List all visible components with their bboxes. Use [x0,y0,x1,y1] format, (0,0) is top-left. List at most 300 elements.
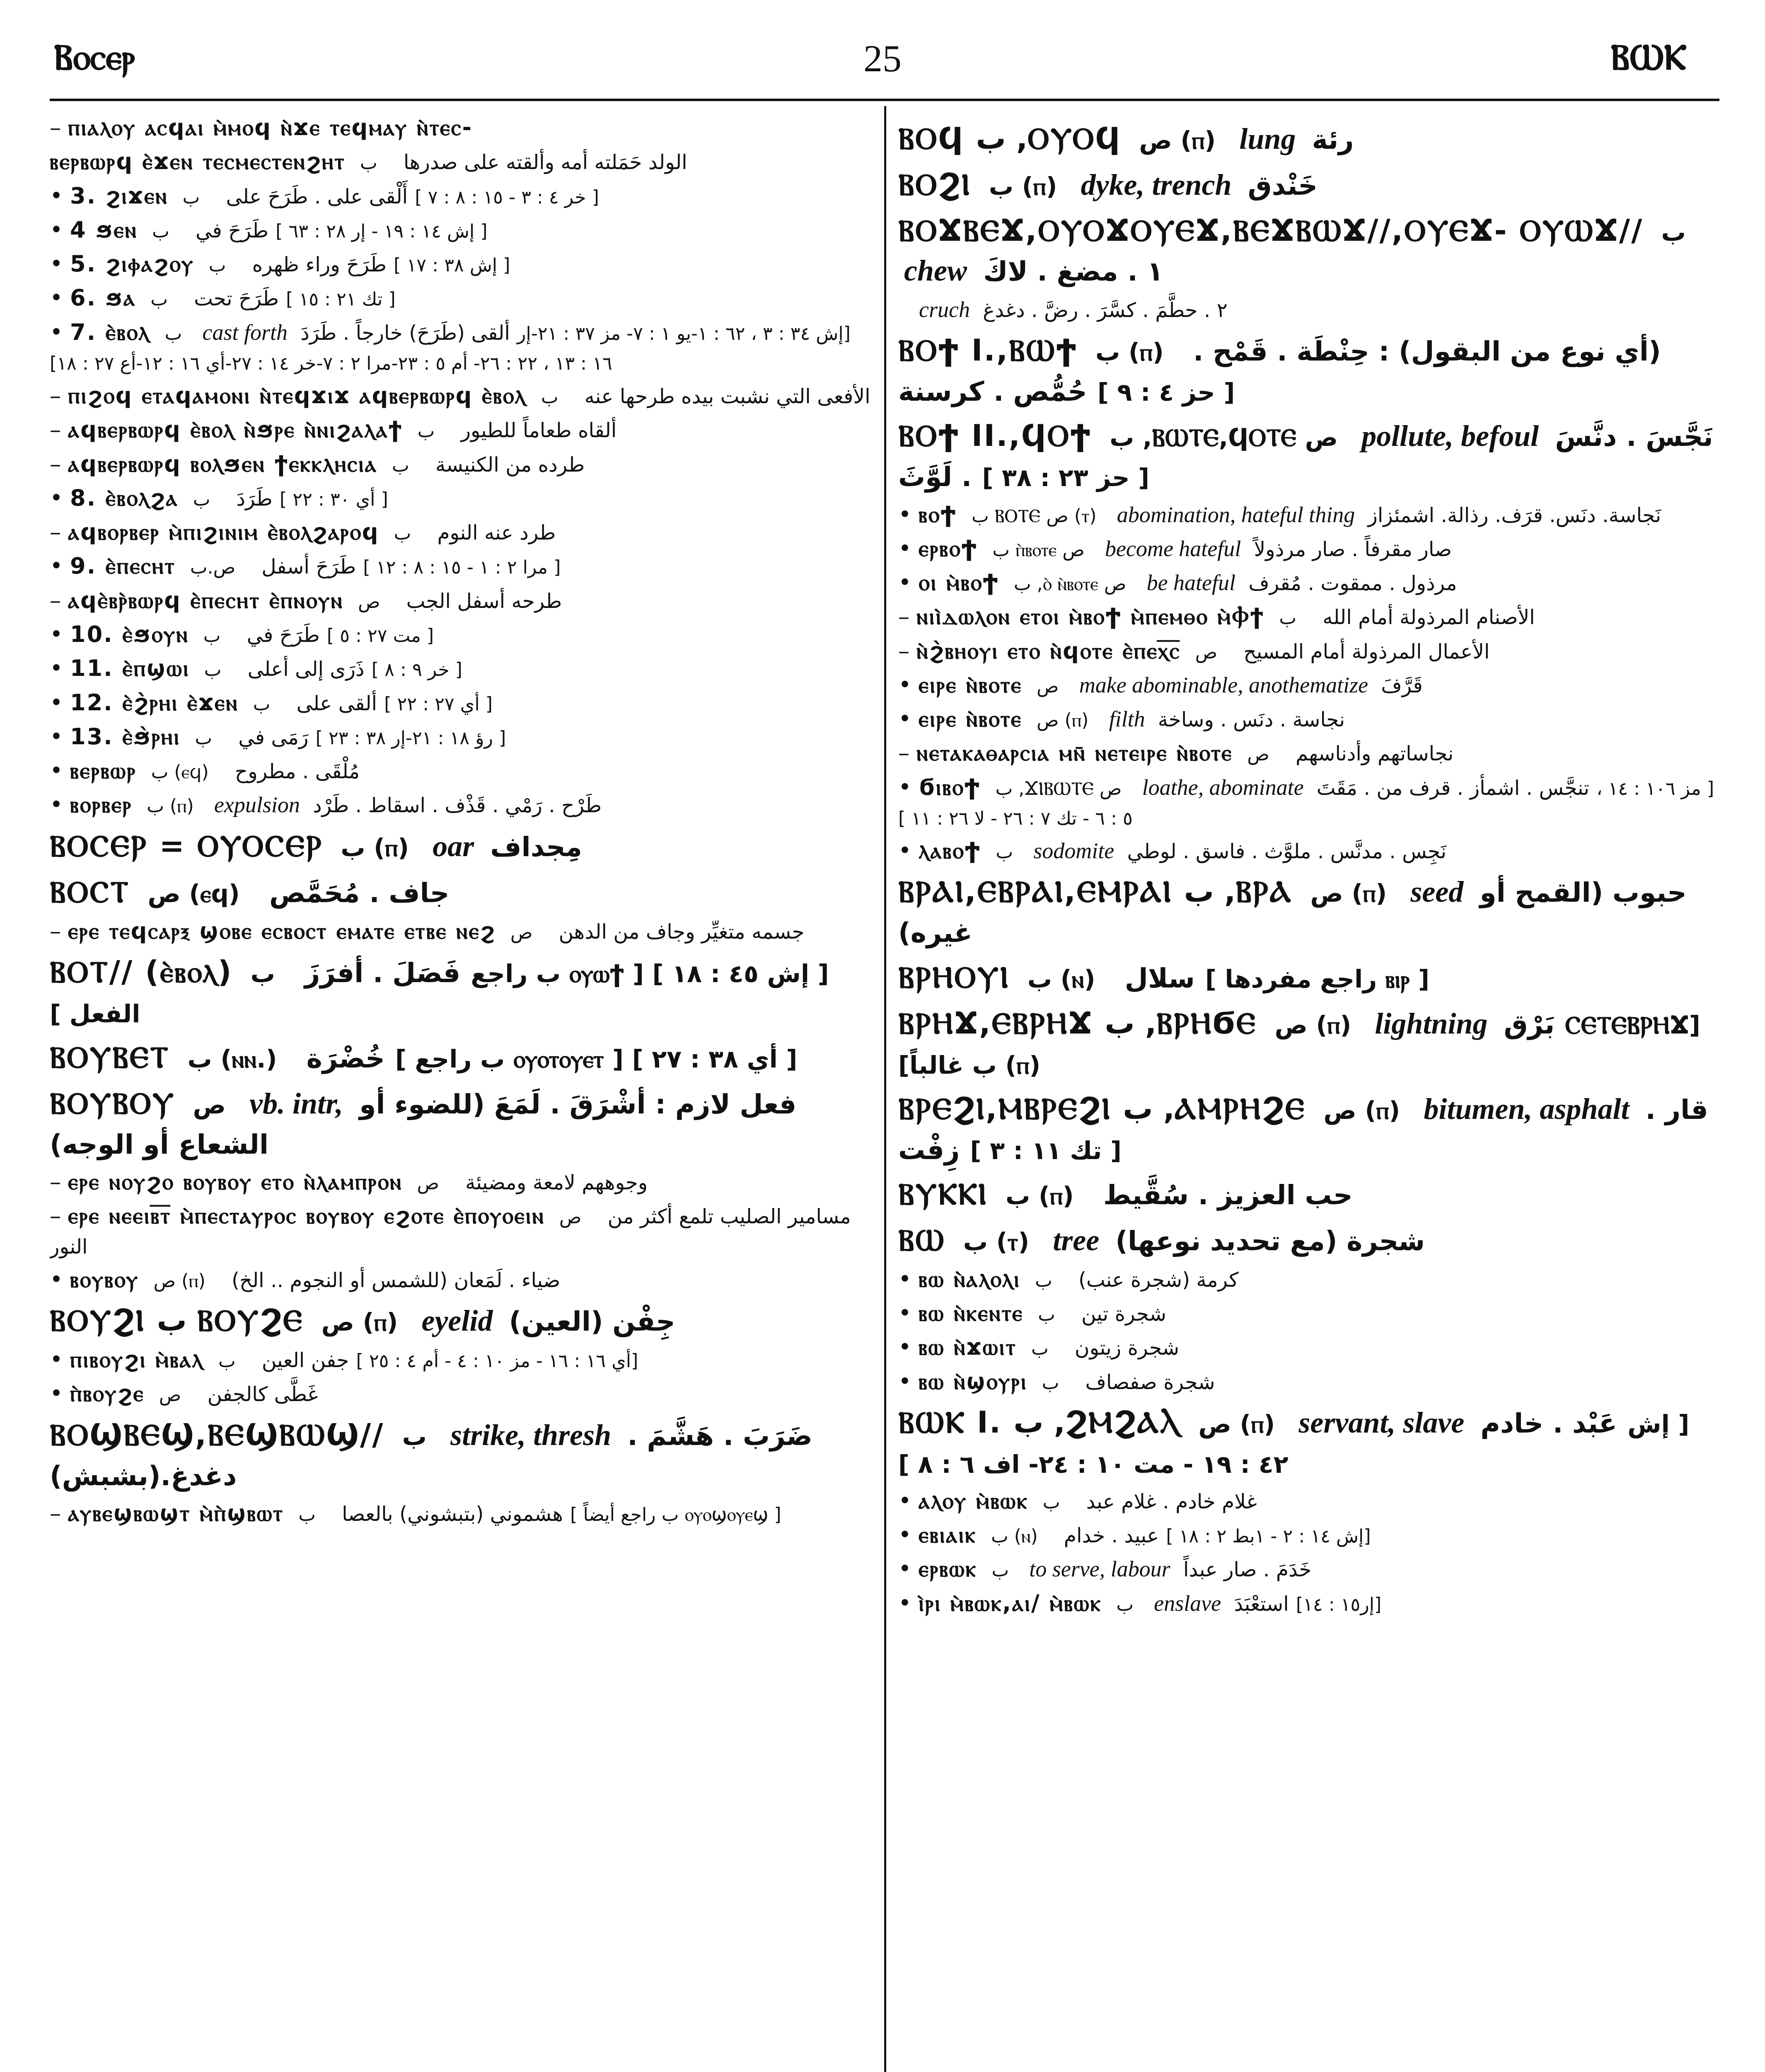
english-gloss [223,758,235,783]
arabic-gloss: ٢ . حطَّمَ . كسَّرَ . رضَّ . دغدغ [983,299,1228,322]
grammar-marker: ب (ⲡ) [1095,338,1164,367]
english-gloss: pollute, befoul [1361,419,1539,453]
grammar-marker: ب ,ⲂⲰⲦⲈ,ϤⲞⲦⲈ ص [1110,423,1338,452]
grammar-marker: ب (ⲛ) [1027,964,1095,993]
right-column [898,113,1723,2072]
grammar-marker: ب [208,255,226,276]
dictionary-entry [50,1300,874,1341]
grammar-marker: ب ,ϪⲒⲂⲰⲦⲈ ص [995,778,1122,799]
scripture-reference: [ إش ١٤ : ١٩ - إر ٢٨ : ٦٣ ] [276,220,488,242]
grammar-marker [473,119,488,140]
dictionary-entry [898,704,1723,734]
dictionary-entry [50,249,874,279]
coptic-headword: ⲡⲓϩⲟϥ ⲉⲧⲁϥⲁⲙⲟⲛⲓ ⲛ̀ⲧⲉϥϫⲓϫ ⲁϥⲃⲉⲣⲃⲱⲣϥ ⲉ̀ⲃⲟⲗ [68,382,527,409]
coptic-headword: 5. ϩⲓⲫⲁϩⲟⲩ [70,251,194,277]
english-gloss [426,520,437,545]
english-gloss [1052,1523,1064,1547]
scripture-reference: [ ⲃⲓⲣ راجع مفردها ] [1205,964,1429,993]
dictionary-entry [50,1167,874,1197]
english-gloss [547,919,559,944]
arabic-gloss: استعْبَدَ [1234,1592,1289,1616]
coptic-headword: 13. ⲉ̀ϧ̀ⲣⲏⲓ [70,723,181,750]
grammar-marker: ب [1031,1338,1049,1360]
arabic-gloss: نَجِس . مدنَّس . ملوَّث . فاسق . لوطي [1127,840,1446,864]
arabic-gloss: فعل لازم : أشْرَقَ . لَمَعَ (للضوء أو الشعاع أو الوجه) [50,1089,797,1161]
english-gloss: abomination, hateful thing [1117,502,1355,527]
arabic-gloss: قَرَّفَ [1381,674,1423,697]
coptic-headword: ⲁϥⲉ̀ⲃⲣ̀ⲃⲱⲣϥ ⲉ̀ⲡⲉⲥⲏⲧ ⲉ̀ⲡⲛⲟⲩⲛ [68,587,343,613]
grammar-marker: ب [298,1504,316,1525]
dictionary-entry [898,568,1723,598]
grammar-marker: ب [394,523,411,545]
english-gloss [250,554,261,579]
arabic-gloss: طَرَدَ [236,487,273,511]
scripture-reference: [ ⲟⲩⲟϣⲟⲩⲉϣ ب راجع أيضاً ] [570,1504,781,1525]
english-gloss [1075,1489,1086,1513]
english-gloss: seed [1410,875,1464,909]
dictionary-entry [898,1332,1723,1362]
grammar-marker: ب [150,289,168,310]
scripture-reference: [ أي ٢٧ : ٢٢ ] [384,693,493,715]
grammar-marker: ب [991,1560,1009,1581]
grammar-marker: ب [1042,1372,1059,1394]
coptic-headword: ⲂⲞⲨϨⲒ ب ⲂⲞⲨϨⲈ [50,1303,304,1338]
english-gloss [227,724,238,749]
arabic-gloss: الأعمال المرذولة أمام المسيح [1243,640,1490,663]
coptic-headword: ⲛⲓⲓ̀ⲇⲱⲗⲟⲛ ⲉⲧⲟⲓ ⲙ̀ⲃⲟϮ ⲙ̀ⲡⲉⲙⲑⲟ ⲙ̀Ⲫϯ [916,603,1265,630]
coptic-headword: ⲉⲣⲉ ⲛⲉⲉⲓⲃ̅ⲧ̅ ⲙ̀ⲡⲉⲥⲧⲁⲩⲣⲟⲥ ⲃⲟⲩⲃⲟⲩ ⲉϩⲟⲧⲉ ⲉ̀ⲡⲟⲩⲟⲉⲓⲛ [68,1203,545,1229]
coptic-headword: ⲃⲉⲣⲃⲱⲣϥ ⲉ̀ϫⲉⲛ ⲧⲉⲥⲙⲉⲥⲧⲉⲛϩⲏⲧ [50,148,346,175]
coptic-headword: ⲂⲢⲈϨⲒ,ⲘⲂⲢⲈϨⲒ ب ,ⲀⲘⲢⲎϨⲈ [898,1091,1306,1126]
english-gloss [1311,604,1323,629]
arabic-gloss: فَصَلَ . أفرَزَ [305,957,461,989]
dictionary-entry [898,1174,1723,1214]
scripture-reference: [ خر ٤ : ٣ - ١٥ : ٨ : ٧ ] [415,186,599,208]
grammar-marker: ب ⲂⲞⲦⲈ ص (ⲧ) [972,505,1097,527]
scripture-reference: [ حز ٤ : ٩ ] [1097,378,1235,407]
coptic-headword: ⲂⲞⲤⲈⲢ = ⲞⲨⲞⲤⲈⲢ [50,828,323,863]
dictionary-entry [898,1367,1723,1397]
dictionary-entry [50,916,874,946]
dictionary-entry [50,113,874,143]
arabic-gloss: نَجاسة. دنَس. قرَف. رذالة. اشمئزاز [1368,503,1661,527]
dictionary-entry [50,147,874,177]
coptic-headword: ⲂⲞϨⲒ [898,167,971,202]
grammar-marker: ب (ⲡ) [1005,1181,1074,1210]
arabic-gloss: طرده من الكنيسة [435,453,585,477]
coptic-headword: ϭⲓⲃⲟϮ [919,774,981,800]
arabic-gloss: خُضْرَة [306,1043,385,1074]
grammar-marker: ب (ⲛⲛ.) [187,1044,277,1073]
coptic-headword: ⲗⲁⲃⲟϮ [919,838,982,864]
scripture-reference: [ مز ١٠٦ : ١٤ ، ٥ : ٦ - تك ٧ : ٢٦ - لا ٢٦ : ١١ ] [898,778,1714,829]
grammar-marker: ص (ⲡ) [1139,126,1216,155]
grammar-marker: ب [250,959,275,988]
arabic-gloss: ١ . مضغ . لاكَ [983,256,1163,288]
grammar-marker: ب [218,1351,236,1372]
english-gloss [215,184,226,208]
english-gloss [449,417,461,442]
arabic-gloss: شجرة زيتون [1074,1336,1180,1360]
coptic-headword: ⲛ̀ϩ̀ⲃⲏⲟⲩⲓ ⲉⲧⲟ ⲛ̀ϥⲟⲧⲉ ⲉ̀ⲡⲉⲭ̅ⲥ̅ [916,637,1181,664]
scripture-reference: [ إش ٤٥ : ١٨ ] [ ⲟⲩⲱϯ ب راجع الفعل ] [50,959,829,1028]
english-gloss [488,115,499,140]
english-gloss: chew [904,254,967,288]
dictionary-entry [898,1264,1723,1294]
scripture-reference: [أي ١٦ : ١٦ - مز ١٠ : ٤ - أم ٤ : ٢٥ ] [356,1351,638,1372]
arabic-gloss: طَرَحَ في [247,623,320,647]
grammar-marker: ب [1035,1270,1052,1291]
dictionary-entry [50,1498,874,1528]
grammar-marker: ص [358,591,380,612]
dictionary-entry [50,1415,874,1494]
english-gloss [220,1267,232,1292]
grammar-marker: ب ,ⲟ̀ ⲛ̀ⲃⲟⲧⲉ ص [1013,574,1127,595]
english-gloss [241,252,252,276]
arabic-gloss: صار مقرفاً . صار مرذولاً [1254,537,1452,561]
arabic-gloss: خَنْدق [1248,170,1318,202]
dictionary-entry [898,330,1723,410]
coptic-headword: ⲂⲞⲨⲂⲈⲦ [50,1039,170,1075]
coptic-headword: ⲁⲗⲟⲩ ⲙ̀ⲃⲱⲕ [919,1487,1028,1514]
dictionary-entry [898,500,1723,530]
english-gloss [596,1203,608,1228]
grammar-marker: ص [510,922,533,943]
grammar-marker: ب [164,323,182,344]
scripture-reference: [إش ١٤ : ٢ - ١بط ٢ : ١٨ ] [1166,1526,1371,1547]
english-gloss: become hateful [1105,536,1241,561]
grammar-marker: ب [253,693,271,715]
english-gloss [293,956,305,989]
column-divider [884,106,886,2072]
grammar-marker: ب [996,842,1013,863]
arabic-gloss: غَطَّى كالجفن [207,1383,318,1406]
english-gloss [1063,1335,1075,1360]
page-number: 25 [863,37,902,80]
grammar-marker: ب [152,220,169,242]
dictionary-entry [50,1037,874,1077]
coptic-headword: ⲃⲟⲣⲃⲉⲣ [70,792,133,818]
dictionary-entry [50,381,874,411]
english-gloss: dyke, trench [1081,168,1232,202]
dictionary-entry [50,952,874,1031]
dictionary-entry [898,1402,1723,1482]
coptic-headword: ⲃⲱ ⲛ̀ϫⲱⲓⲧ [919,1334,1017,1360]
grammar-marker: ص (ⲡ) [1310,879,1387,908]
dictionary-entry [50,1265,874,1295]
english-gloss: loathe, abominate [1142,775,1304,800]
arabic-gloss: عَبْد . خادم [1480,1408,1618,1439]
dictionary-entry [898,1220,1723,1260]
dictionary-entry [50,722,874,752]
arabic-gloss: مُلْقَى . مطروح [235,760,360,784]
english-gloss: eyelid [421,1304,493,1338]
dictionary-entry [898,295,1723,324]
english-gloss [196,1381,207,1406]
dictionary-entry [50,215,874,245]
grammar-marker: ب [1042,1491,1060,1513]
coptic-headword: ⲁϥⲃⲟⲣⲃⲉⲣ ⲙ̀ⲡⲓϩⲓⲛⲓⲙ ⲉ̀ⲃⲟⲗϩⲁⲣⲟϥ [68,519,380,545]
coptic-headword: ⲂⲞⲦ// (ⲉ̀ⲃⲟⲗ) [50,954,233,989]
arabic-gloss: حب العزيز . سُقَّيط [1103,1179,1353,1211]
dictionary-entry [50,1345,874,1375]
arabic-gloss: أَلْقى على . طَرَحَ على [226,185,408,208]
coptic-headword: ⲡⲓⲃⲟⲩϩⲓ ⲙ̀ⲃⲁⲗ [70,1346,204,1373]
arabic-gloss: شجرة (مع تحديد نوعها) [1115,1225,1425,1257]
dictionary-entry [50,826,874,866]
grammar-marker: ص [1247,744,1269,765]
dictionary-entry [898,871,1723,951]
english-gloss [182,286,194,310]
scripture-reference: [ مرا ٢ : ١ - ١٥ : ٨ : ١٢ ] [363,557,561,579]
dictionary-entry [50,654,874,683]
grammar-marker: ب (ⲡ) [341,833,409,862]
grammar-marker: ب (ⲡ) [989,172,1057,201]
dictionary-entry [898,1554,1723,1584]
english-gloss: strike, thresh [450,1418,612,1452]
arabic-gloss: مِجداف [490,831,582,863]
grammar-marker: ب [541,387,559,408]
english-gloss: to serve, labour [1029,1556,1170,1582]
english-gloss: sodomite [1033,838,1115,864]
grammar-marker: ب (ⲧ) [963,1227,1030,1256]
arabic-gloss: مسامير الصليب تلمع أكثر من النور [50,1205,851,1259]
coptic-headword: ⲂⲢⲀⲒ,ⲈⲂⲢⲀⲒ,ⲈⲘⲢⲀⲒ ب ,ⲂⲢⲀ [898,874,1293,909]
arabic-gloss: قار . زِفْت [898,1094,1708,1166]
english-gloss: lightning [1375,1007,1488,1040]
coptic-headword: ⲉⲣⲉ ⲛⲟⲩϩⲟ ⲃⲟⲩⲃⲟⲩ ⲉⲧⲟ ⲛ̀ⲗⲁⲙⲡⲣⲟⲛ [68,1169,403,1195]
arabic-gloss: ألقى (طَرَحَ) خارجاً . طَرَدَ [300,321,510,345]
coptic-headword: ⲉⲣⲃⲱⲕ [919,1556,977,1582]
left-column [50,113,874,2072]
english-gloss: enslave [1154,1590,1221,1616]
arabic-gloss: نجاسة . دنَس . وساخة [1158,708,1345,732]
arabic-gloss: عبيد . خدام [1064,1524,1159,1548]
english-gloss: vb. intr, [249,1087,343,1120]
arabic-gloss: ألقاه طعاماً للطيور [461,419,617,443]
grammar-marker: ب [203,625,221,646]
arabic-gloss: طَرْح . رَمْي . قَذْف . اسقاط . طَرْد [313,794,602,818]
scripture-reference: [ إش ٤٢ : ١٩ - مت ١٠ : ٢٤- اف ٦ : ٨ ] [898,1409,1690,1479]
dictionary-entry [898,1520,1723,1550]
arabic-gloss: الولد حَمَلته أمه وألقته على صدرها [403,151,687,174]
grammar-marker: ب [1661,218,1686,247]
dictionary-entry [898,957,1723,997]
grammar-marker: ب (ⲛ) [991,1526,1038,1547]
dictionary-entry [50,317,874,377]
scripture-reference: [إر١٥ : ١٤] [1296,1594,1382,1615]
dictionary-entry [50,483,874,513]
dictionary-entry [898,1298,1723,1328]
grammar-marker: ب [1116,1594,1134,1615]
coptic-headword: ⲁⲩⲃⲉϣⲃⲱϣⲧ ⲙ̀ⲡ̀ϣⲃⲱⲧ [68,1500,284,1526]
scripture-reference: [ أي ٣٨ : ٢٧ ] [ ⲟⲩⲟⲧⲟⲩⲉⲧ ب راجع ] [395,1044,798,1073]
grammar-marker: ب [1279,608,1297,629]
dictionary-entry [50,1083,874,1163]
arabic-gloss: طَرَحَ تحت [194,287,279,311]
english-gloss [295,1041,307,1074]
dictionary-entry [898,670,1723,700]
grammar-marker: ب [392,455,409,476]
coptic-headword: 10. ⲉ̀ϧⲟⲩⲛ [70,621,189,647]
arabic-gloss: نَجَّسَ . دنَّسَ . لَوَّثَ [898,421,1713,493]
coptic-headword: ⲂⲞϢⲂⲈϢ,ⲂⲈϢⲂⲰϢ// [50,1417,384,1452]
dictionary-entry [898,211,1723,290]
coptic-headword: ⲂⲞϪⲂⲈϪ,ⲞⲨⲞϪⲞⲨⲈϪ,ⲂⲈϪⲂⲰϪ//,ⲞⲨⲈϪ- ⲞⲨⲰϪ// [898,213,1644,248]
coptic-headword: ⲃⲉⲣⲃⲱⲣ [70,758,137,784]
coptic-headword: ⲂⲢⲎⲞⲨⲒ [898,959,1010,995]
scripture-reference: [ خر ٩ : ٨ ] [371,659,462,681]
coptic-headword: ⲂⲞϮ I.,ⲂⲰϮ [898,333,1078,368]
left-guide-word: Ⲃⲟⲥⲉⲣ [54,36,135,78]
arabic-gloss: مرذول . ممقوت . مُقرف [1248,572,1457,595]
english-gloss [1113,961,1125,994]
dictionary-entry [898,738,1723,768]
dictionary-entry [50,181,874,211]
english-gloss [250,1347,262,1372]
grammar-marker: ص (ⲉϥ) [147,879,240,908]
english-gloss [285,690,297,715]
english-gloss [1074,1369,1085,1394]
scripture-reference: [إش ٣٤ : ٣ ، ٦٢ : ١-يو ١ : ٧- مز ٣٧ : ٢١-إر ١٦ : ١٣ ، ٢٢ : ٢٦- أم ٥ : ٢٣-مرا ٢ : ٧-خر ١٤ : ٢٧-أي ١٦ : ١٢-أع ٢٧ : ١٨] [50,323,851,374]
grammar-marker: ص [1195,641,1218,663]
english-gloss: expulsion [214,792,300,818]
dictionary-entry [50,872,874,912]
coptic-headword: ⲡⲓⲁⲗⲟⲩ ⲁⲥϥⲁⲓ ⲙ̀ⲙⲟϥ ⲛ̀ϫⲉ ⲧⲉϥⲙⲁⲩ ⲛ̀ⲧⲉⲥ- [68,114,473,140]
arabic-gloss: هشموني (بتبشوني) بالعصا [342,1502,563,1526]
dictionary-entry [50,283,874,313]
scripture-reference: [ حز ٢٣ : ٣٨ ] [982,463,1150,492]
english-gloss [1092,1178,1103,1211]
english-gloss [225,486,237,511]
coptic-headword: ⲉⲣⲉ ⲧⲉϥⲥⲁⲣⲝ ϣⲟⲃⲉ ⲉⲥⲃⲟⲥⲧ ⲉⲙⲁⲧⲉ ⲉⲧⲃⲉ ⲛⲉϩ [68,917,496,944]
english-gloss: cruch [919,297,970,322]
grammar-marker: ب ⲡ̀ⲃⲟⲧⲉ ص [992,539,1085,561]
grammar-marker: ص (ⲡ) [321,1308,398,1337]
scripture-reference: [ تك ١١ : ٣ ] [970,1136,1122,1165]
scripture-reference: [ⲤⲈⲦⲈⲂⲢⲎϪ (ⲡ) ب غالباً] [898,1010,1700,1080]
arabic-gloss: طرحه أسفل الجب [406,589,562,613]
header-rule [50,99,1719,101]
grammar-marker [898,300,913,322]
dictionary-entry [50,517,874,547]
arabic-gloss: كرمة (شجرة عنب) [1078,1268,1239,1292]
arabic-gloss: طرد عنه النوم [437,521,556,545]
english-gloss [1182,334,1193,367]
english-gloss [1067,1267,1078,1292]
coptic-headword: ⲉⲓⲣⲉ ⲛ̀ⲃⲟⲧⲉ [919,671,1022,698]
grammar-marker: ب [402,1422,427,1451]
coptic-headword: ⲁϥⲃⲉⲣⲃⲱⲣϥ ⲉ̀ⲃⲟⲗ ⲛ̀ϧⲣⲉ ⲛ̀ⲛⲓϩⲁⲗⲁϯ [68,416,403,443]
scripture-reference: [ إش ٣٨ : ١٧ ] [394,255,510,276]
english-gloss: be hateful [1146,570,1236,595]
english-gloss [236,656,248,681]
coptic-headword: ⲃⲟϮ [919,501,957,528]
english-gloss: oar [433,829,474,863]
english-gloss [1284,741,1296,765]
arabic-gloss: وجوههم لامعة ومضيئة [465,1171,648,1195]
scripture-reference: [ تك ٢١ : ١٥ ] [286,289,396,310]
arabic-gloss: جاف . مُحَمَّص [269,877,450,909]
coptic-headword: ⲓ̀ⲣⲓ ⲙ̀ⲃⲱⲕ,ⲁⲓ/ ⲙ̀ⲃⲱⲕ [919,1590,1102,1616]
english-gloss [184,218,196,242]
english-gloss [573,383,585,408]
grammar-marker: ب [1038,1304,1055,1325]
arabic-gloss: جسمه متغيِّر وجاف من الدهن [559,920,805,944]
arabic-gloss: جفن العين [261,1349,349,1372]
coptic-headword: 6. ϧⲁ [70,285,136,311]
dictionary-entry [50,1379,874,1409]
english-gloss: bitumen, asphalt [1424,1092,1630,1126]
dictionary-entry [898,636,1723,666]
dictionary-entry [50,586,874,615]
arabic-gloss: ذَرَى إلى أعلى [247,658,365,681]
coptic-headword: ⲂⲰⲔ I. ب ,ϨⲘϨⲀⲖ [898,1404,1181,1440]
dictionary-entry [898,534,1723,564]
english-gloss [235,622,247,647]
arabic-gloss: (أي نوع من البقول) : حِنْطَة . قَمْح . حُمُّص . كرسنة [898,336,1661,408]
grammar-marker: ص (ⲡ) [1323,1096,1400,1125]
coptic-headword: ⲃⲱ ⲛ̀ϣⲟⲩⲣⲓ [919,1368,1028,1394]
grammar-marker: ب [195,727,213,749]
coptic-headword: 7. ⲉ̀ⲃⲟⲗ [70,319,150,345]
coptic-headword: 9. ⲉ̀ⲡⲉⲥⲏⲧ [70,553,176,579]
english-gloss: cast forth [202,320,288,345]
dictionary-entry [50,790,874,820]
coptic-headword: 11. ⲉ̀ⲡϣⲱⲓ [70,655,190,682]
arabic-gloss: تنجَّس . اشمأز . قرف من . مَقَتَ [1316,776,1590,800]
arabic-gloss: ضَرَبَ . هَشَّمَ . دغدغ.(بشبش) [50,1420,812,1492]
coptic-headword: 4 ϧⲉⲛ [70,216,138,243]
grammar-marker: ص [193,1091,226,1119]
dictionary-entry [50,449,874,479]
grammar-marker: ص [417,1173,439,1194]
arabic-gloss: شجرة صفصاف [1085,1370,1215,1394]
arabic-gloss: طَرَحَ وراء ظهره [252,253,387,277]
grammar-marker: ب [360,152,377,174]
coptic-headword: ⲉⲃⲓⲁⲓⲕ [919,1522,977,1548]
coptic-headword: ⲂⲞⲤⲦ [50,874,130,909]
dictionary-entry [898,1588,1723,1618]
dictionary-entry [898,1003,1723,1083]
english-gloss: servant, slave [1298,1406,1465,1439]
coptic-headword: ⲟⲓ ⲙ̀ⲃⲟϮ [919,569,999,596]
arabic-gloss: بَرْق [1504,1009,1555,1040]
grammar-marker: ب [193,489,210,510]
coptic-headword: ⲂⲞϤ ب ,ⲞⲨⲞϤ [898,121,1122,156]
arabic-gloss: الأفعى التي نشبت بيده طرحها عنه [584,385,870,409]
dictionary-entry [50,756,874,786]
english-gloss [1070,1301,1081,1326]
arabic-gloss: طَرَحَ في [195,219,268,242]
grammar-marker: ص.ب [190,557,236,579]
dictionary-entry [50,620,874,649]
coptic-headword: 3. ϩⲓϫⲉⲛ [70,182,168,209]
dictionary-entry [50,551,874,581]
dictionary-entry [898,836,1723,866]
english-gloss [454,1169,465,1194]
dictionary-entry [898,416,1723,495]
coptic-headword: ⲁϥⲃⲉⲣⲃⲱⲣϥ ⲃⲟⲗϧⲉⲛ ϯⲉⲕⲕⲗⲏⲥⲓⲁ [68,450,377,477]
arabic-gloss: الأصنام المرذولة أمام الله [1323,606,1535,629]
grammar-marker: ب (ⲉϥ) [151,762,209,783]
coptic-headword: ⲂⲞⲨⲂⲞⲨ [50,1086,175,1121]
coptic-headword: ⲂⲰ [898,1222,945,1257]
dictionary-entry [898,1486,1723,1516]
scripture-reference: [ رؤ ١٨ : ٢١-إر ٣٨ : ٢٣ ] [315,727,506,749]
coptic-headword: ⲉⲓⲣⲉ ⲛ̀ⲃⲟⲧⲉ [919,706,1022,732]
english-gloss [395,588,406,613]
